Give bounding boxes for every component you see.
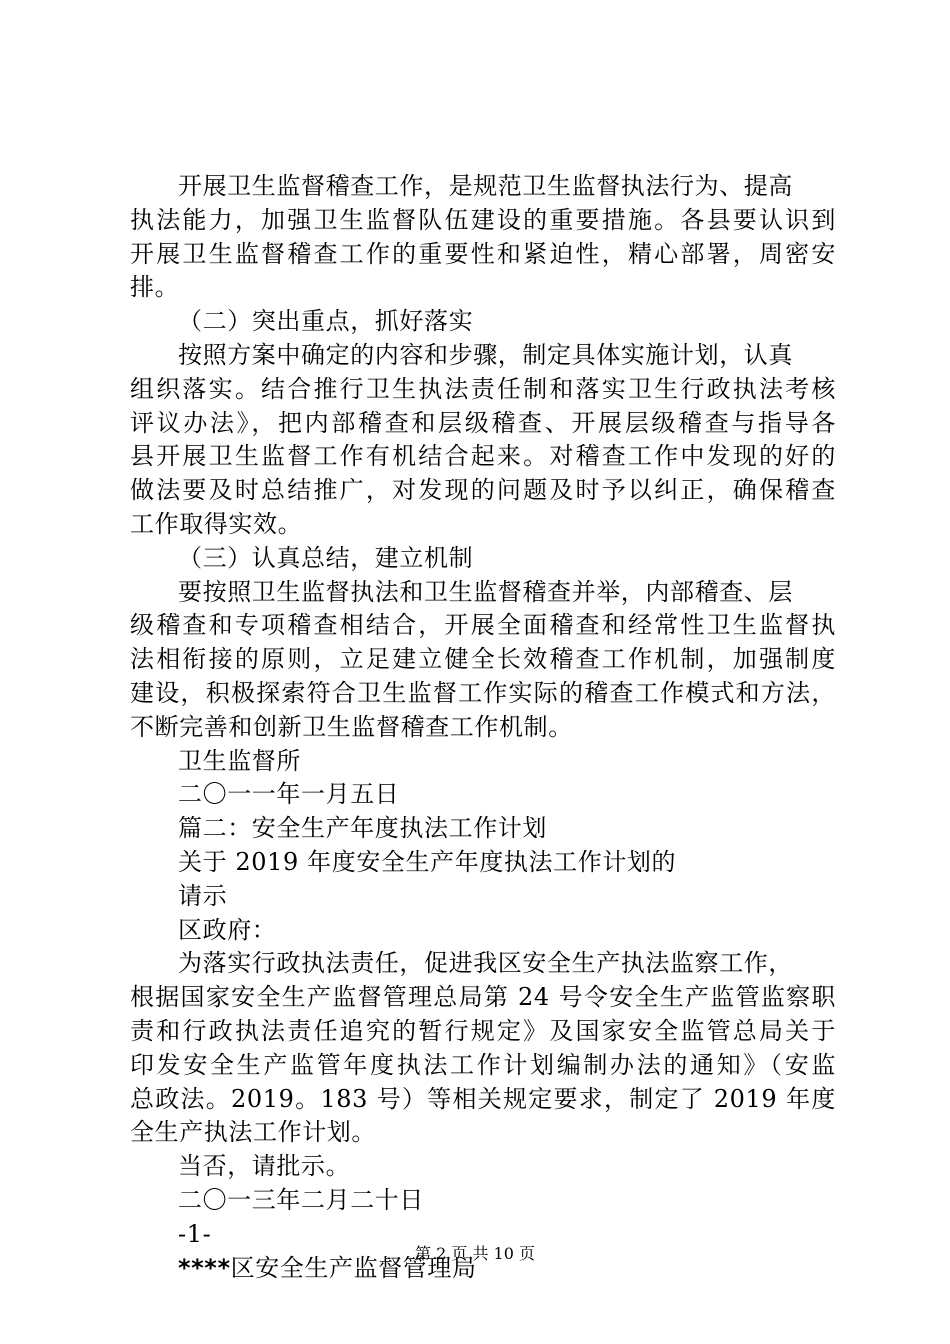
request-title: 关于 2019 年度安全生产年度执法工作计划的 <box>178 847 677 876</box>
section-heading: （三）认真总结，建立机制 <box>178 543 474 572</box>
request-title-cont: 请示 <box>178 881 228 910</box>
paragraph-line: 组织落实。结合推行卫生执法责任制和落实卫生行政执法考核 <box>130 374 836 403</box>
paragraph-line: 开展卫生监督稽查工作的重要性和紧迫性，精心部署，周密安 <box>130 239 836 268</box>
paragraph-line: 工作取得实效。 <box>130 509 303 538</box>
closing-date: 二〇一三年二月二十日 <box>178 1185 424 1214</box>
paragraph-line: 全生产执法工作计划。 <box>130 1118 376 1147</box>
chapter-title: 篇二：安全生产年度执法工作计划 <box>178 814 547 843</box>
redacted-stars: **** <box>178 1253 231 1282</box>
closing-line: 当否，请批示。 <box>178 1152 351 1181</box>
paragraph-line: 级稽查和专项稽查相结合，开展全面稽查和经常性卫生监督执 <box>130 611 836 640</box>
paragraph-line: 县开展卫生监督工作有机结合起来。对稽查工作中发现的好的 <box>130 442 836 471</box>
paragraph-line: 法相衔接的原则，立足建立健全长效稽查工作机制，加强制度 <box>130 645 836 674</box>
paragraph-line: 印发安全生产监管年度执法工作计划编制办法的通知》（安监 <box>130 1050 836 1079</box>
paragraph-line: 要按照卫生监督执法和卫生监督稽查并举，内部稽查、层 <box>178 577 793 606</box>
document-body <box>130 170 836 1285</box>
paragraph-line: 根据国家安全生产监督管理总局第 24 号令安全生产监管监察职 <box>130 983 836 1012</box>
signature-date: 二〇一一年一月五日 <box>178 780 400 809</box>
signature-org: 卫生监督所 <box>178 746 301 775</box>
addressee: 区政府： <box>178 915 277 944</box>
inner-page-number: -1- <box>178 1219 212 1248</box>
paragraph-line: 评议办法》，把内部稽查和层级稽查、开展层级稽查与指导各 <box>130 408 836 437</box>
paragraph-line: 总政法。2019。183 号）等相关规定要求，制定了 2019 年度 <box>130 1084 836 1113</box>
paragraph-line: 责和行政执法责任追究的暂行规定》及国家安全监管总局关于 <box>130 1016 836 1045</box>
issuing-org-name: 区安全生产监督管理局 <box>230 1253 477 1282</box>
paragraph-line: 为落实行政执法责任，促进我区安全生产执法监察工作， <box>178 949 793 978</box>
paragraph-line: 执法能力，加强卫生监督队伍建设的重要措施。各县要认识到 <box>130 205 836 234</box>
paragraph-line: 开展卫生监督稽查工作，是规范卫生监督执法行为、提高 <box>178 172 793 200</box>
section-heading: （二）突出重点，抓好落实 <box>178 307 474 336</box>
paragraph-line: 排。 <box>130 273 180 302</box>
paragraph-line: 做法要及时总结推广，对发现的问题及时予以纠正，确保稽查 <box>130 476 836 505</box>
paragraph-line: 按照方案中确定的内容和步骤，制定具体实施计划，认真 <box>178 340 793 369</box>
paragraph-line: 不断完善和创新卫生监督稽查工作机制。 <box>130 712 573 741</box>
paragraph-line: 建设，积极探索符合卫生监督工作实际的稽查工作模式和方法， <box>130 678 836 707</box>
page-footer: 第 2 页 共 10 页 <box>415 1244 535 1263</box>
